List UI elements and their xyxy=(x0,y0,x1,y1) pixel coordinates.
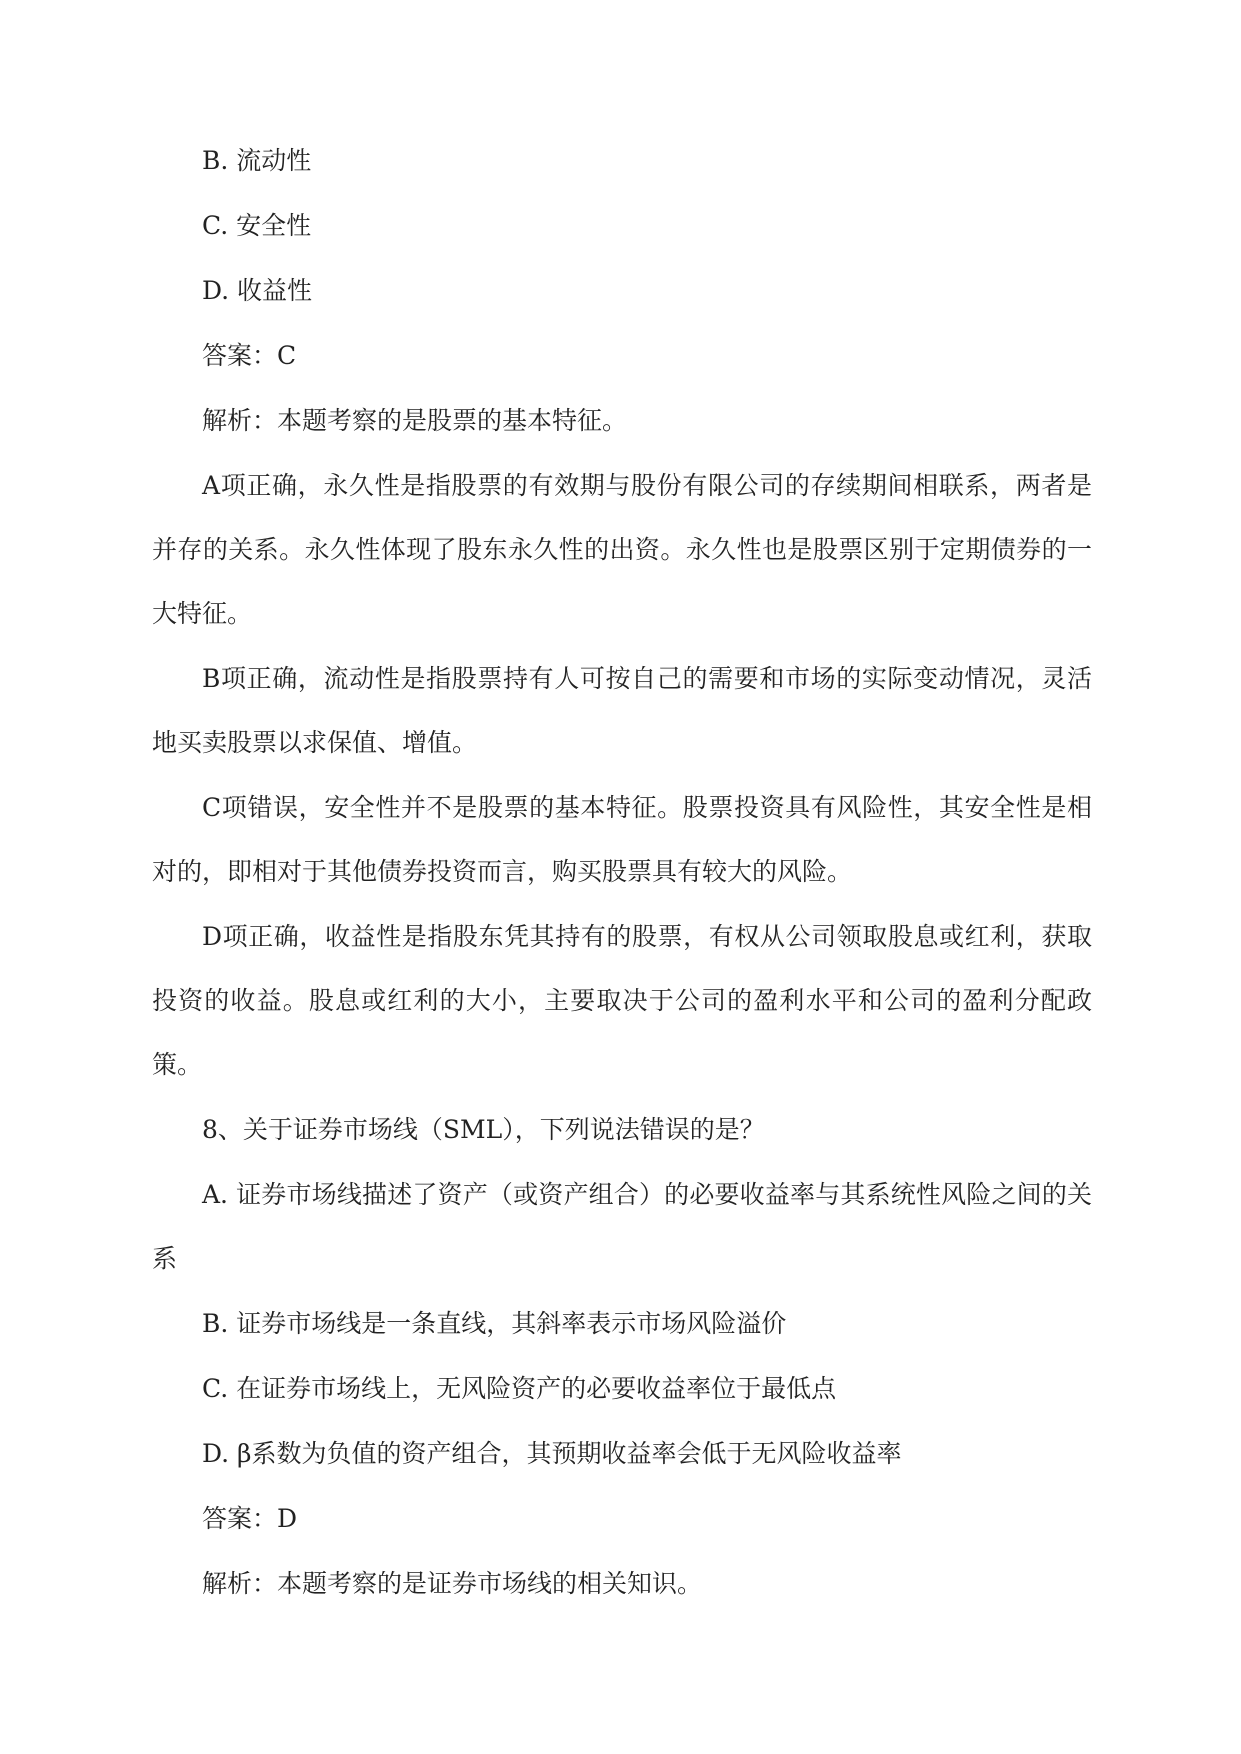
question-8: 8、关于证券市场线（SML），下列说法错误的是？ xyxy=(202,1115,765,1144)
document-body xyxy=(152,142,1092,1630)
option-c: C. 安全性 xyxy=(202,211,312,240)
q8-option-a: A. 证券市场线描述了资产（或资产组合）的必要收益率与其系统性风险之间的关系 xyxy=(152,1180,1092,1273)
q8-answer: 答案：D xyxy=(202,1504,298,1533)
explanation-a: A项正确，永久性是指股票的有效期与股份有限公司的存续期间相联系，两者是并存的关系。永久性体现了股东永久性的出资。永久性也是股票区别于定期债券的一大特征。 xyxy=(152,471,1092,628)
explanation-intro: 解析：本题考察的是股票的基本特征。 xyxy=(202,406,628,435)
explanation-c: C项错误，安全性并不是股票的基本特征。股票投资具有风险性，其安全性是相对的，即相对于其他债券投资而言，购买股票具有较大的风险。 xyxy=(152,793,1092,886)
q8-option-b: B. 证券市场线是一条直线，其斜率表示市场风险溢价 xyxy=(202,1309,787,1338)
option-b: B. 流动性 xyxy=(202,146,312,175)
q8-option-c: C. 在证券市场线上，无风险资产的必要收益率位于最低点 xyxy=(202,1374,837,1403)
q8-explanation-intro: 解析：本题考察的是证券市场线的相关知识。 xyxy=(202,1569,703,1598)
explanation-d: D项正确，收益性是指股东凭其持有的股票，有权从公司领取股息或红利，获取投资的收益。股息或红利的大小，主要取决于公司的盈利水平和公司的盈利分配政策。 xyxy=(152,922,1092,1079)
explanation-b: B项正确，流动性是指股票持有人可按自己的需要和市场的实际变动情况，灵活地买卖股票以求保值、增值。 xyxy=(152,664,1092,757)
option-d: D. 收益性 xyxy=(202,276,313,305)
q8-option-d: D. β系数为负值的资产组合，其预期收益率会低于无风险收益率 xyxy=(202,1439,902,1468)
answer: 答案：C xyxy=(202,341,297,370)
